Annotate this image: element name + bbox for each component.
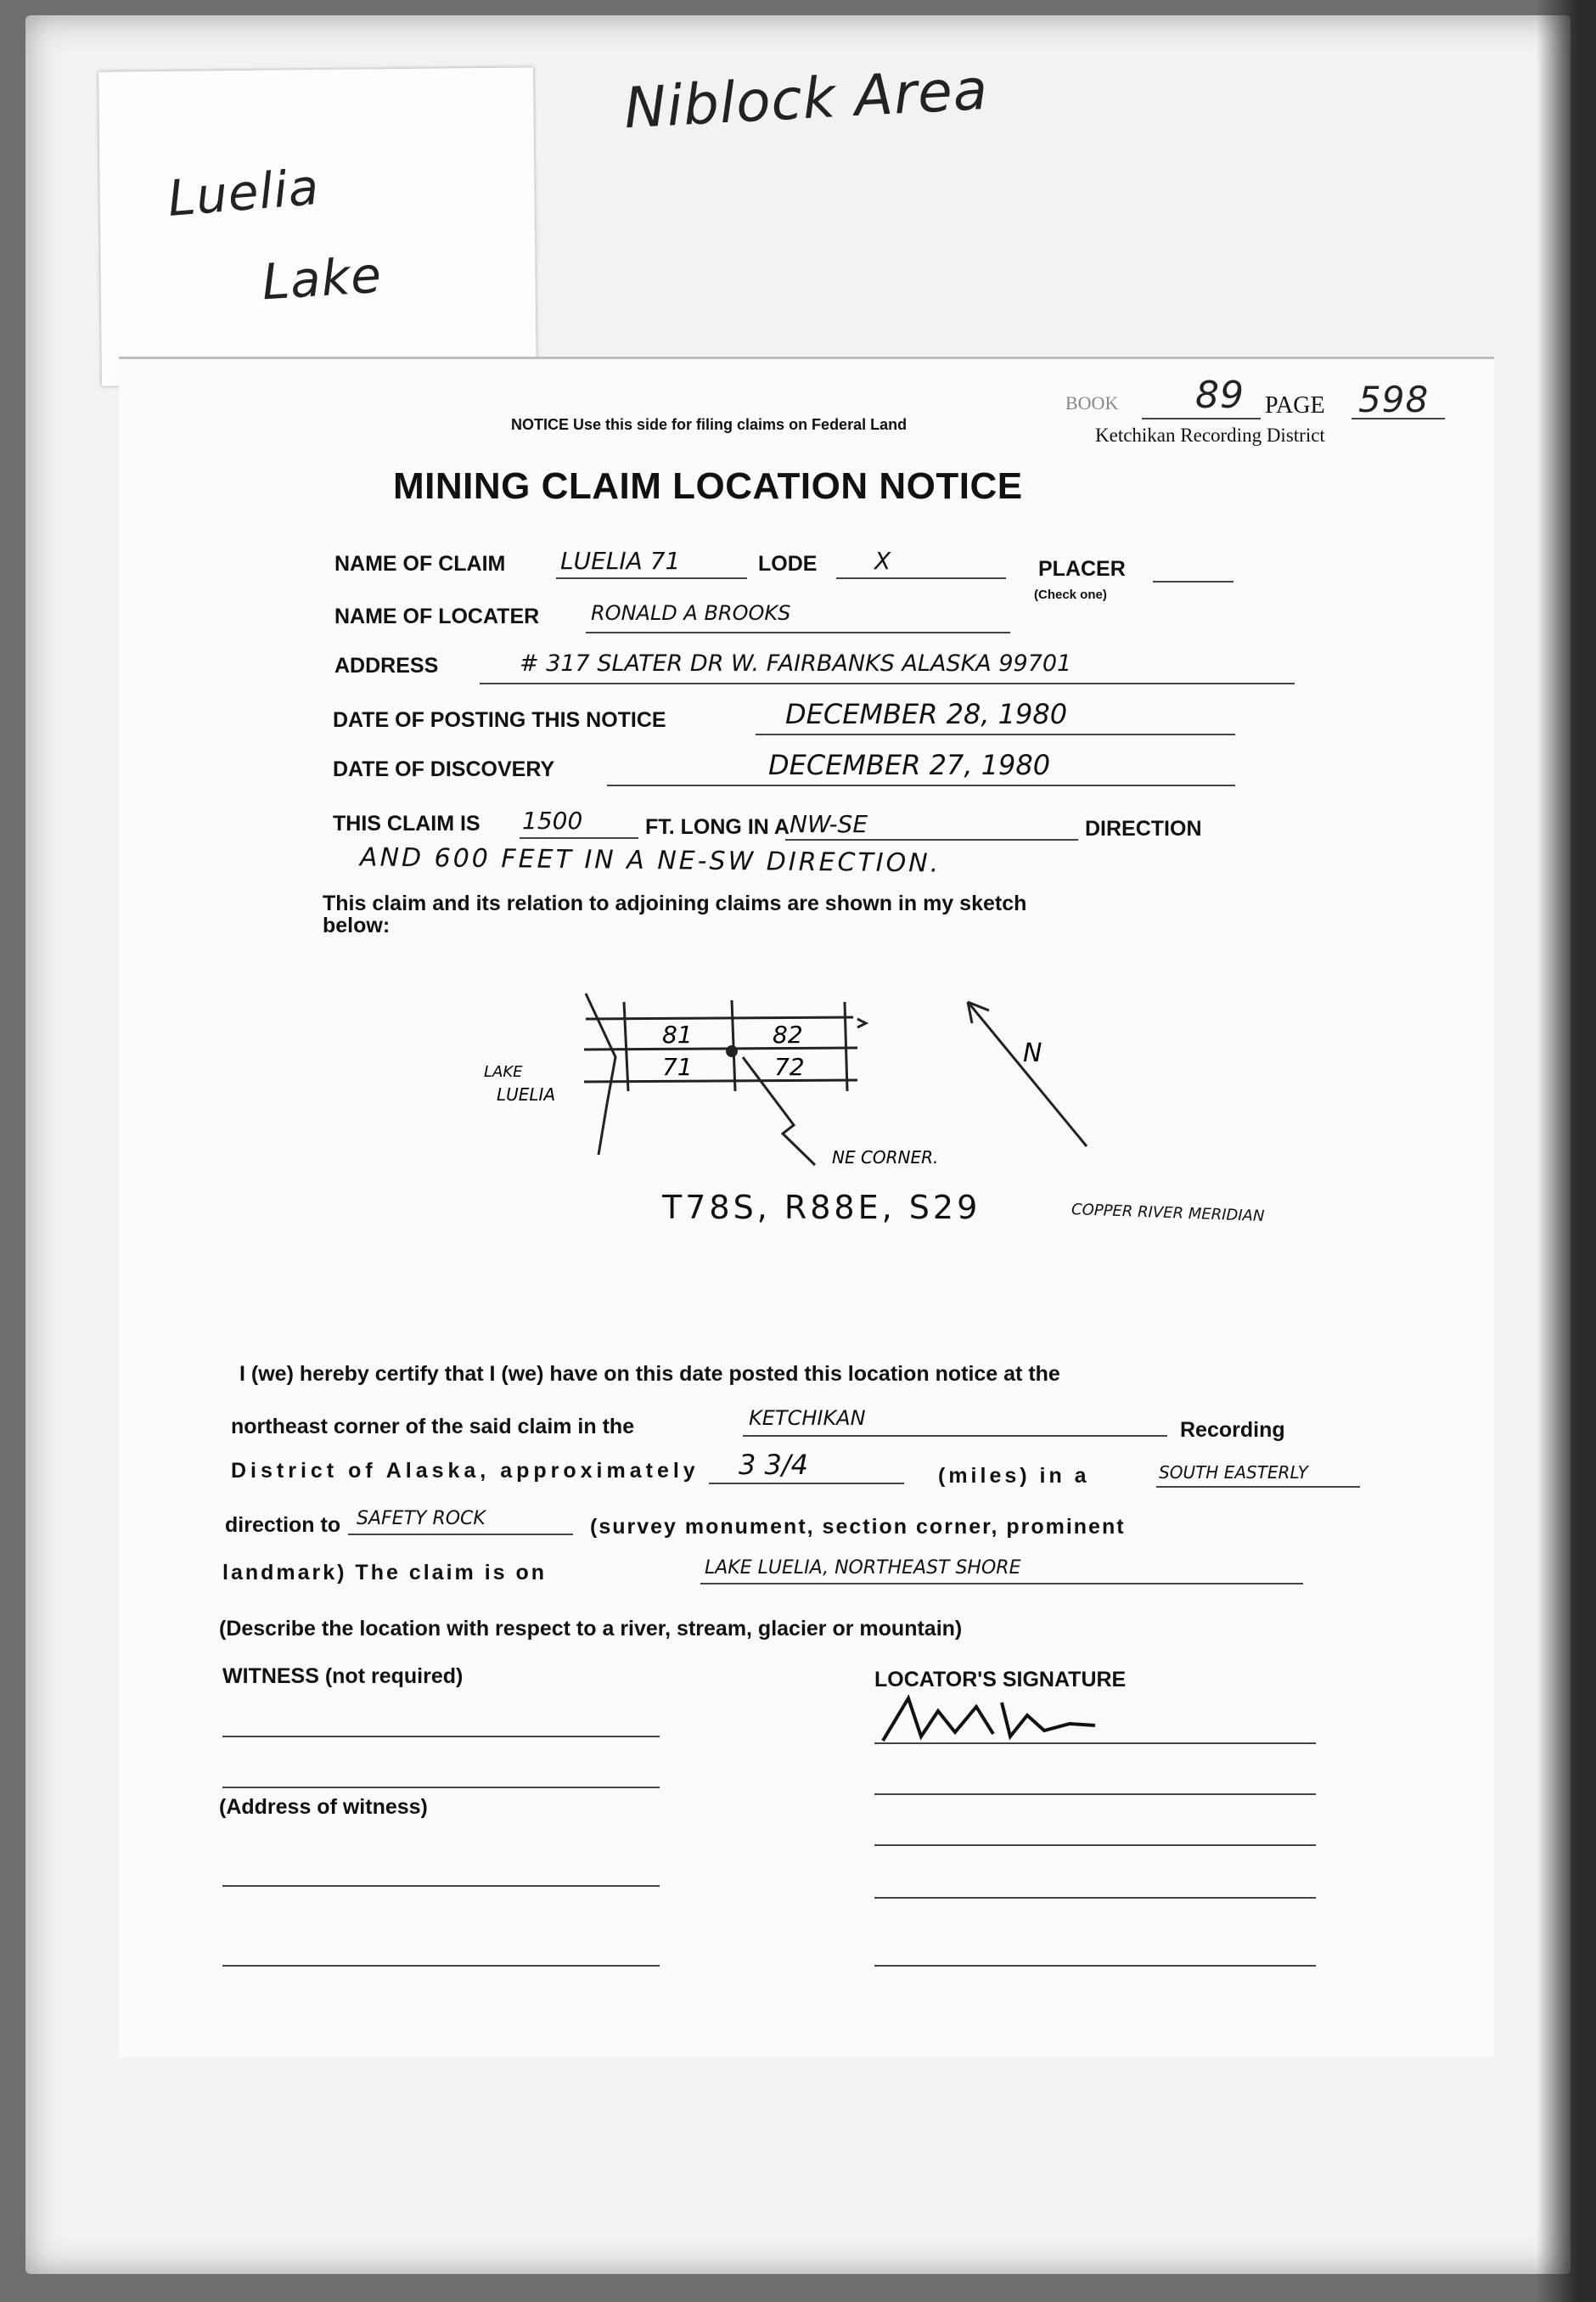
locator-signature [874,1690,1155,1749]
landmark-value: SAFETY ROCK [357,1508,486,1529]
notice-line: NOTICE Use this side for filing claims on Federal Land [511,416,908,433]
posting-value: DECEMBER 28, 1980 [785,698,1068,730]
lode-value: X [874,547,891,575]
page-label: PAGE [1265,392,1325,419]
claim-is-label: THIS CLAIM IS [333,812,480,836]
placer-underline [1153,581,1234,583]
lode-label: LODE [758,552,818,576]
cert-line-2-post: Recording [1180,1418,1285,1442]
locator-address-line-1 [874,1793,1316,1795]
claim-71: 71 [662,1053,693,1081]
landmark-underline [348,1534,573,1535]
lake-label-2: LUELIA [497,1084,556,1105]
locater-value: RONALD A BROOKS [591,601,791,625]
locator-address-line-2 [874,1844,1316,1846]
direction-value: NW-SE [790,810,868,838]
claim-name-underline [556,577,747,579]
address-value: # 317 SLATER DR W. FAIRBANKS ALASKA 99701 [520,650,1072,677]
width-note: AND 600 FEET IN A NE-SW DIRECTION. [359,842,941,879]
ft-long-label: FT. LONG IN A [645,815,790,839]
north-label: N [1023,1038,1042,1068]
recording-district-value: KETCHIKAN [749,1406,866,1430]
sketch-intro-2: below: [323,914,391,937]
direction-label: DIRECTION [1085,817,1202,841]
address-underline [480,683,1295,684]
locator-signature-line [874,1742,1316,1744]
sticky-note-line-1: Luelia [166,157,322,228]
check-one-note: (Check one) [1034,588,1107,602]
sticky-note-line-2: Lake [260,245,384,312]
claim-name-label: NAME OF CLAIM [334,552,506,576]
distance-value: 3 3/4 [739,1449,809,1481]
area-note: Niblock Area [622,56,990,142]
scan-shadow-edge [1537,0,1596,2302]
posting-underline [756,734,1235,735]
book-label: BOOK [1065,392,1119,414]
witness-address-label: (Address of witness) [219,1795,428,1819]
claim-sketch [458,977,1138,1206]
cert-line-5-pre: landmark) The claim is on [222,1561,548,1584]
witness-address-line-1 [222,1885,660,1887]
book-value: 89 [1195,374,1245,417]
compass-direction-underline [1156,1486,1360,1488]
claim-location-value: LAKE LUELIA, NORTHEAST SHORE [705,1557,1021,1579]
direction-underline [785,839,1078,841]
page-value: 598 [1358,379,1430,420]
length-underline [520,837,638,839]
compass-direction-value: SOUTH EASTERLY [1159,1462,1308,1483]
form-title: MINING CLAIM LOCATION NOTICE [393,465,1023,507]
distance-underline [709,1483,904,1484]
locater-label: NAME OF LOCATER [334,605,540,628]
placer-label: PLACER [1038,557,1126,581]
locater-underline [586,632,1010,633]
page-underline [1352,418,1445,419]
book-underline [1142,418,1261,419]
sketch-intro-1: This claim and its relation to adjoining claims are shown in my sketch [323,892,1027,915]
locator-address-line-4 [874,1965,1316,1967]
lode-underline [836,577,1006,579]
cert-line-2-pre: northeast corner of the said claim in the [231,1415,635,1438]
witness-line-2 [222,1787,660,1788]
claim-72: 72 [774,1053,805,1081]
sticky-note [98,67,537,386]
claim-82: 82 [773,1021,803,1049]
cert-line-6: (Describe the location with respect to a river, stream, glacier or mountain) [219,1617,963,1641]
cert-line-4-post: (survey monument, section corner, prominent [590,1515,1126,1539]
locator-address-line-3 [874,1897,1316,1899]
claim-81: 81 [662,1021,693,1049]
address-label: ADDRESS [334,654,439,678]
meridian-label: COPPER RIVER MERIDIAN [1071,1201,1265,1225]
length-value: 1500 [522,807,583,835]
claim-name-value: LUELIA 71 [560,547,681,575]
ne-corner-label: NE CORNER. [832,1147,939,1168]
locator-signature-label: LOCATOR'S SIGNATURE [874,1668,1127,1691]
claim-location-underline [700,1583,1303,1584]
cert-line-3-pre: District of Alaska, approximately [231,1459,700,1483]
posting-label: DATE OF POSTING THIS NOTICE [333,708,666,732]
recording-district: Ketchikan Recording District [1095,425,1325,446]
witness-address-line-2 [222,1965,660,1967]
witness-line-1 [222,1736,660,1737]
recording-district-underline [743,1435,1167,1437]
cert-line-4-pre: direction to [225,1513,341,1537]
discovery-underline [607,785,1235,786]
witness-label: WITNESS (not required) [222,1664,464,1688]
cert-line-1: I (we) hereby certify that I (we) have on this date posted this location notice at the [239,1362,1060,1386]
discovery-label: DATE OF DISCOVERY [333,757,555,781]
discovery-value: DECEMBER 27, 1980 [768,749,1051,781]
township-range-section: T78S, R88E, S29 [662,1189,981,1226]
cert-line-3-mid: (miles) in a [938,1464,1090,1488]
lake-label-1: LAKE [484,1063,523,1081]
